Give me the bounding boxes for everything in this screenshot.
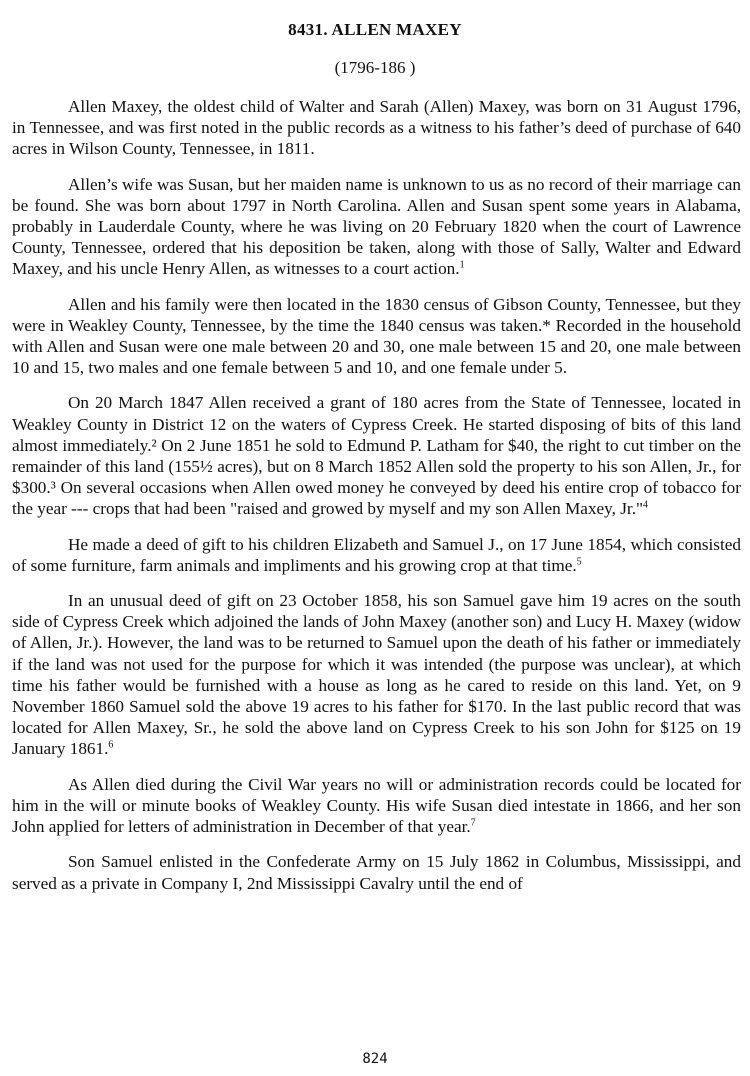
- page-number: 824: [362, 1051, 388, 1067]
- paragraph: [12, 96, 741, 160]
- footnote-ref: 6: [108, 739, 114, 751]
- paragraph: [12, 534, 741, 576]
- paragraph-text: Allen’s wife was Susan, but her maiden name is unknown to us as no record of their marriage can be found. She was born about 1797 in North Carolina. Allen and Susan spent some years in Alabama, probably in Lauderdale County, where he was living on 20 February 1820 when the court of Lawrence County, Tennessee, ordered that his deposition be taken, along with those of Sally, Walter and Edward Maxey, and his uncle Henry Allen, as witnesses to a court action.: [12, 174, 741, 279]
- page-title: 8431. ALLEN MAXEY: [288, 20, 462, 39]
- paragraph-text: He made a deed of gift to his children Elizabeth and Samuel J., on 17 June 1854, which consisted of some furniture, farm animals and impliments and his growing crop at that time.: [12, 534, 741, 575]
- paragraph: [12, 590, 741, 760]
- paragraph-text: Allen and his family were then located in the 1830 census of Gibson County, Tennessee, but they were in Weakley County, Tennessee, by the time the 1840 census was taken.* Recorded in the household with Allen and Susan were one male between 20 and 30, one male between 15 and 20, one male between 10 and 15, two males and one female between 5 and 10, and one female under 5.: [12, 294, 741, 378]
- footnote-ref: 7: [470, 817, 476, 829]
- footnote-ref: 1: [459, 259, 465, 271]
- document-body: [12, 96, 741, 908]
- paragraph: [12, 774, 741, 838]
- paragraph: [12, 392, 741, 519]
- paragraph-text: On 20 March 1847 Allen received a grant of 180 acres from the State of Tennessee, located in Weakley County in District 12 on the waters of Cypress Creek. He started disposing of bits of this land almost immediately.² On 2 June 1851 he sold to Edmund P. Latham for $40, the right to cut timber on the remainder of this land (155½ acres), but on 8 March 1852 Allen sold the property to his son Allen, Jr., for $300.³ On several occasions when Allen owed money he conveyed by deed his entire crop of tobacco for the year --- crops that had been "raised and growed by myself and my son Allen Maxey, Jr.": [12, 393, 741, 519]
- paragraph-text: In an unusual deed of gift on 23 October 1858, his son Samuel gave him 19 acres on the south side of Cypress Creek which adjoined the lands of John Maxey (another son) and Lucy H. Maxey (widow of Allen, Jr.). However, the land was to be returned to Samuel upon the death of his father or immediately if the land was not used for the purpose for which it was intended (the purpose was unclear), at which time his father would be furnished with a house as long as he cared to reside on this land. Yet, on 9 November 1860 Samuel sold the above 19 acres to his father for $170. In the last public record that was located for Allen Maxey, Sr., he sold the above land on Cypress Creek to his son John for $125 on 19 January 1861.: [12, 591, 741, 759]
- paragraph: [12, 294, 741, 379]
- paragraph-text: Son Samuel enlisted in the Confederate Army on 15 July 1862 in Columbus, Mississippi, and served as a private in Company I, 2nd Mississippi Cavalry until the end of: [12, 852, 741, 893]
- footnote-ref: 5: [576, 556, 582, 568]
- life-dates: (1796-186 ): [334, 58, 416, 77]
- footnote-ref: 4: [643, 499, 649, 511]
- paragraph: [12, 174, 741, 280]
- paragraph: [12, 851, 741, 893]
- paragraph-text: Allen Maxey, the oldest child of Walter and Sarah (Allen) Maxey, was born on 31 August 1796, in Tennessee, and was first noted in the public records as a witness to his father’s deed of purchase of 640 acres in Wilson County, Tennessee, in 1811.: [12, 97, 741, 159]
- paragraph-text: As Allen died during the Civil War years no will or administration records could be located for him in the will or minute books of Weakley County. His wife Susan died intestate in 1866, and her son John applied for letters of administration in December of that year.: [12, 774, 741, 837]
